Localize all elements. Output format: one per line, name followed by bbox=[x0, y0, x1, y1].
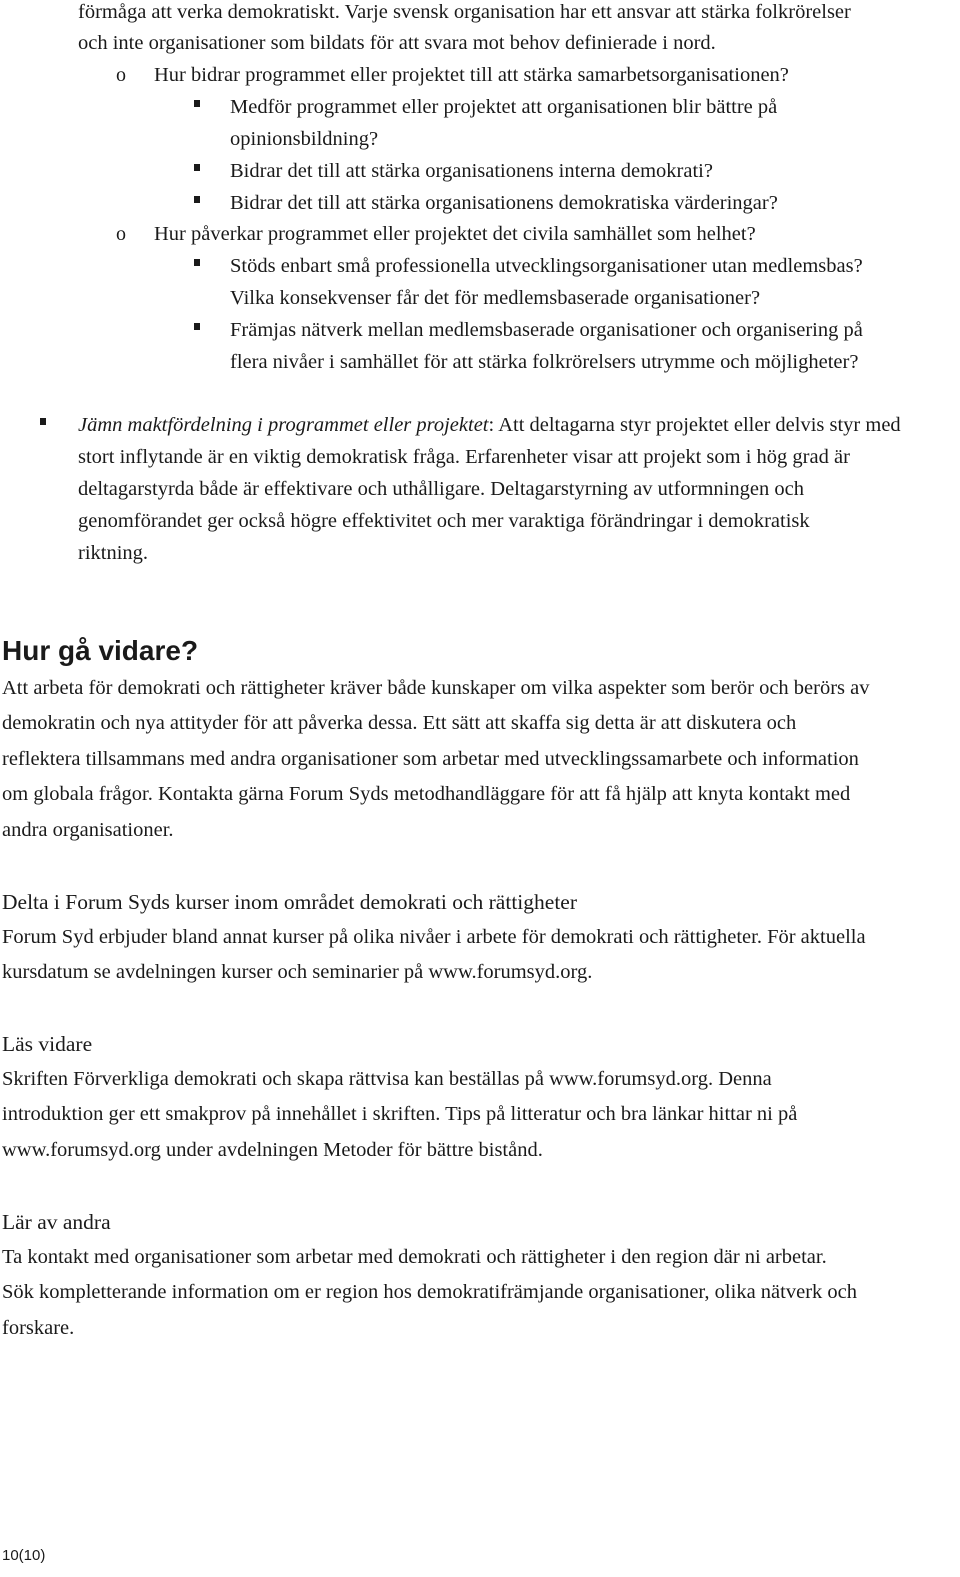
q2-item-2-line-1: Främjas nätverk mellan medlemsbaserade organisationer och organisering på bbox=[230, 319, 863, 341]
square-bullet-icon bbox=[40, 418, 46, 425]
power-line-3: deltagarstyrda både är effektivare och uthålligare. Deltagarstyrning av utformningen och bbox=[78, 478, 804, 500]
subheading-learn-from-others: Lär av andra bbox=[2, 1210, 111, 1234]
next-line-2: demokratin och nya attityder för att påverka dessa. Ett sätt att skaffa sig detta är att diskutera och bbox=[2, 712, 797, 734]
courses-line-1: Forum Syd erbjuder bland annat kurser på olika nivåer i arbete för demokrati och rättigheter. För aktuella bbox=[2, 926, 866, 948]
learn-line-2: Sök kompletterande information om er region hos demokratifrämjande organisationer, olika nätverk och bbox=[2, 1281, 857, 1303]
q2-item-1-line-1: Stöds enbart små professionella utvecklingsorganisationer utan medlemsbas? bbox=[230, 255, 863, 277]
read-line-2: introduktion ger ett smakprov på innehållet i skriften. Tips på litteratur och bra länkar hittar ni på bbox=[2, 1103, 798, 1125]
power-title: Jämn maktfördelning i programmet eller projektet bbox=[78, 414, 489, 436]
courses-line-2: kursdatum se avdelningen kurser och seminarier på www.forumsyd.org. bbox=[2, 961, 593, 983]
learn-line-1: Ta kontakt med organisationer som arbetar med demokrati och rättigheter i den region där ni arbetar. bbox=[2, 1246, 827, 1268]
next-line-3: reflektera tillsammans med andra organisationer som arbetar med utvecklingssamarbete och information bbox=[2, 748, 859, 770]
power-paragraph-line-1 bbox=[78, 413, 901, 437]
circle-bullet-icon: o bbox=[116, 64, 126, 86]
read-line-1: Skriften Förverkliga demokrati och skapa rättvisa kan beställas på www.forumsyd.org. Denna bbox=[2, 1068, 772, 1090]
power-line-1-rest: : Att deltagarna styr projektet eller delvis styr med bbox=[488, 414, 901, 436]
q1-item-3: Bidrar det till att stärka organisationens demokratiska värderingar? bbox=[230, 192, 778, 214]
square-bullet-icon bbox=[194, 164, 200, 171]
square-bullet-icon bbox=[194, 323, 200, 330]
power-line-5: riktning. bbox=[78, 542, 149, 564]
section-heading-next-steps: Hur gå vidare? bbox=[2, 635, 199, 666]
intro-line-1: förmåga att verka demokratiskt. Varje svensk organisation har ett ansvar att stärka folkrörelser bbox=[78, 1, 851, 23]
question-1: Hur bidrar programmet eller projektet till att stärka samarbetsorganisationen? bbox=[154, 64, 789, 86]
intro-line-2: och inte organisationer som bildats för att svara mot behov definierade i nord. bbox=[78, 32, 716, 54]
subheading-courses: Delta i Forum Syds kurser inom området demokrati och rättigheter bbox=[2, 890, 577, 914]
circle-bullet-icon: o bbox=[116, 223, 126, 245]
next-line-4: om globala frågor. Kontakta gärna Forum Syds metodhandläggare för att få hjälp att knyta kontakt med bbox=[2, 783, 851, 805]
q2-item-1-line-2: Vilka konsekvenser får det för medlemsbaserade organisationer? bbox=[230, 287, 761, 309]
page-number: 10(10) bbox=[2, 1547, 46, 1564]
q1-item-1-line-2: opinionsbildning? bbox=[230, 128, 379, 150]
q2-item-2-line-2: flera nivåer i samhället för att stärka folkrörelsers utrymme och möjligheter? bbox=[230, 351, 859, 373]
square-bullet-icon bbox=[194, 196, 200, 203]
read-line-3: www.forumsyd.org under avdelningen Metoder för bättre bistånd. bbox=[2, 1139, 543, 1161]
subheading-read-more: Läs vidare bbox=[2, 1032, 93, 1056]
q1-item-1-line-1: Medför programmet eller projektet att organisationen blir bättre på bbox=[230, 96, 778, 118]
power-line-2: stort inflytande är en viktig demokratisk fråga. Erfarenheter visar att projekt som i hög grad är bbox=[78, 446, 850, 468]
learn-line-3: forskare. bbox=[2, 1317, 75, 1339]
square-bullet-icon bbox=[194, 259, 200, 266]
q1-item-2: Bidrar det till att stärka organisationens interna demokrati? bbox=[230, 160, 713, 182]
next-line-5: andra organisationer. bbox=[2, 819, 174, 841]
next-line-1: Att arbeta för demokrati och rättigheter kräver både kunskaper om vilka aspekter som berör och berörs av bbox=[2, 677, 870, 699]
power-line-4: genomförandet ger också högre effektivitet och mer varaktiga förändringar i demokratisk bbox=[78, 510, 810, 532]
question-2: Hur påverkar programmet eller projektet det civila samhället som helhet? bbox=[154, 223, 756, 245]
square-bullet-icon bbox=[194, 100, 200, 107]
